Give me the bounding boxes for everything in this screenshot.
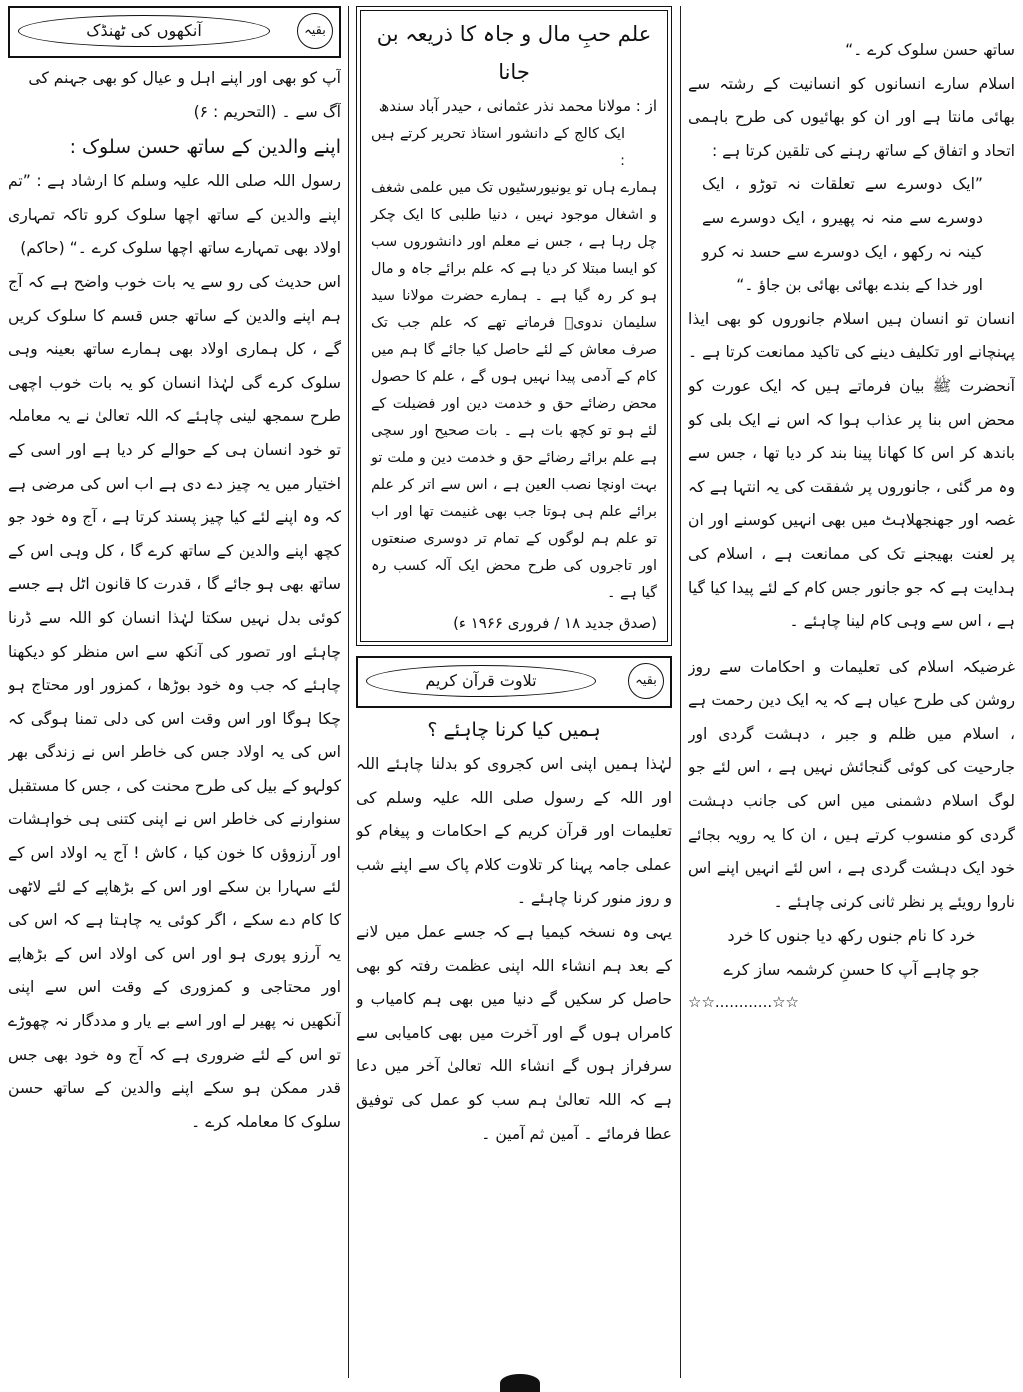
column-divider-right — [680, 6, 681, 1378]
middle-box-author: از : مولانا محمد نذر عثمانی ، حیدر آباد سندھ — [378, 97, 657, 115]
right-paragraph-1: اسلام سارے انسانوں کو انسانیت کے رشتہ سے بھائی مانتا ہے اور ان کو بھائیوں کی طرح باہمی اتحاد و اتفاق کے ساتھ رہنے کی تلقین کرتا ہے : — [688, 74, 1015, 160]
page-bottom-ornament — [500, 1374, 540, 1392]
left-column — [8, 0, 341, 1386]
left-intro-line-2: آگ سے ۔ (التحریم : ۶) — [193, 102, 341, 121]
middle-box-body — [371, 121, 657, 607]
left-intro-line-1: آپ کو بھی اور اپنے اہل و عیال کو بھی جہنم کی — [28, 69, 341, 87]
left-subheading: اپنے والدین کے ساتھ حسن سلوک : — [69, 136, 341, 159]
middle-column — [356, 0, 672, 1386]
right-column — [688, 0, 1015, 1386]
right-paragraph-3: غرضیکہ اسلام کی تعلیمات و احکامات سے روز روشن کی طرح عیاں ہے کہ یہ ایک دین رحمت ہے ، اسلام میں ظلم و جبر ، دہشت گردی اور جارحیت کی کوئی گنجائش نہیں ہے ، اس لئے جو لوگ اسلام دشمنی میں اس کی جانب دہشت گردی کو منسوب کرتے ہیں ، ان کا یہ رویہ بجائے خود ایک دہشت گردی ہے ، اس لئے انہیں اپنے اس ناروا رویئے پر نظر ثانی کرنی چاہئے ۔ — [688, 657, 1015, 911]
middle-paragraph-2: یہی وہ نسخہ کیمیا ہے کہ جسے عمل میں لانے کے بعد ہم انشاء اللہ اپنی عظمت رفتہ کو بھی حاصل کر سکیں گے دنیا میں بھی ہم کامیاب و کامراں ہوں گے اور آخرت میں بھی کامیابی سے سرفراز ہوں گے انشاء اللہ تعالیٰ آخر میں دعا ہے کہ اللہ تعالیٰ ہم سب کو عمل کی توفیق عطا فرمائے ۔ آمین ثم آمین ۔ — [356, 922, 672, 1143]
right-quote: ”ایک دوسرے سے تعلقات نہ توڑو ، ایک دوسرے سے منہ نہ پھیرو ، ایک دوسرے سے کینہ نہ رکھو ، ایک دوسرے سے حسد نہ کرو اور خدا کے بندے بھائی بھائی بن جاؤ ۔“ — [702, 175, 983, 295]
right-poetry-line-2: جو چاہے آپ کا حسنِ کرشمہ ساز کرے — [723, 960, 980, 980]
right-paragraph-2: انسان تو انسان ہیں اسلام جانوروں کو بھی ایذا پہنچانے اور تکلیف دینے کی تاکید ممانعت کرتا ہے ۔ آنحضرت ﷺ بیان فرماتے ہیں کہ ایک عورت کو محض اس بنا پر عذاب ہوا کہ اس نے ایک بلی کو باندھ کر اس کا کھانا پینا بند کر دیا تھا ، جس سے وہ مر گئی ، جانوروں پر شفقت کی یہ انتہا ہے کہ غصہ اور جھنجھلاہٹ میں بھی انہیں کوسنے اور ان پر لعنت بھیجنے تک کی ممانعت ہے ، اسلام کی ہدایت ہے کہ جو جانور جس کام کے لئے پیدا کیا گیا ہے ، اس سے وہی کام لینا چاہئے ۔ — [688, 309, 1015, 631]
middle-box-title: علم حبِ مال و جاہ کا ذریعہ بن جانا — [376, 22, 652, 84]
left-header-baqiya-badge: بقیہ — [297, 13, 333, 49]
middle-article-box — [356, 6, 672, 646]
left-header-title: آنکھوں کی ٹھنڈک — [18, 15, 270, 47]
middle-box-source: (صدق جدید ۱۸ / فروری ۱۹۶۶ ء) — [453, 614, 657, 632]
middle-header-box — [356, 656, 672, 708]
right-poetry-line-1: خرد کا نام جنوں رکھ دیا جنوں کا خرد — [727, 926, 976, 946]
left-paragraph-1: رسول اللہ صلی اللہ علیہ وسلم کا ارشاد ہے : ”تم اپنے والدین کے ساتھ اچھا سلوک کرو تاکہ تمہاری اولاد بھی تمہارے ساتھ اچھا سلوک کرے ۔“ (حاکم) — [8, 172, 341, 258]
middle-header-title: تلاوت قرآن کریم — [366, 665, 596, 697]
middle-paragraph-1: لہٰذا ہمیں اپنی اس کجروی کو بدلنا چاہئے اللہ اور اللہ کے رسول صلی اللہ علیہ وسلم کی تعلیمات اور قرآن کریم کے احکامات و پیغام کو عملی جامہ پہنا کر تلاوت کلام پاک سے اپنے شب و روز منور کرنا چاہئے ۔ — [356, 755, 672, 908]
left-paragraph-2: اس حدیث کی رو سے یہ بات خوب واضح ہے کہ آج ہم اپنے والدین کے ساتھ جس قسم کا سلوک کریں گے ، کل ہماری اولاد بھی ہمارے ساتھ بعینہ وہی سلوک کرے گی لہٰذا انسان کو یہ بات خوب اچھی طرح سمجھ لینی چاہئے کہ اللہ تعالیٰ نے یہ معاملہ تو خود انسان ہی کے حوالے کر دیا ہے اور اسی کے اختیار میں یہ چیز دے دی ہے اب اس کی مرضی ہے کہ وہ اپنے لئے کیا چیز پسند کرتا ہے ، آج وہ خود جو کچھ اپنے والدین کے ساتھ کرے گا ، کل وہی اس کے ساتھ بھی ہو جائے گا ، قدرت کا قانون اٹل ہے جسے کوئی بدل نہیں سکتا لہٰذا انسان کو اللہ سے ڈرنا چاہئے اور تصور کی آنکھ سے اس منظر کو دیکھنا چاہئے کہ جب وہ خود بوڑھا ، کمزور اور محتاج ہو چکا ہوگا اور اس وقت اس کی دلی تمنا ہوگی کہ اس کی یہ اولاد جس کی خاطر اس نے زندگی بھر کولہو کے بیل کی طرح محنت کی ، جس کا مستقبل سنوارنے کی خاطر اس نے اپنی کتنی ہی خواہشات اور آرزوؤں کا خون کیا ، کاش ! آج یہ اولاد اس کے لئے سہارا بن سکے اور اس کے بڑھاپے کے لئے لاٹھی کا کام دے سکے ، اگر کوئی یہ چاہتا ہے کہ اس کی یہ آرزو پوری ہو اور اس کی اولاد اس کے بڑھاپے اور محتاجی و کمزوری کے وقت اس سے اپنی آنکھیں نہ پھیر لے اور اسے بے یار و مددگار نہ چھوڑے تو اس کے لئے ضروری ہے کہ آج وہ خود بھی جس قدر ممکن ہو سکے اپنے والدین کے ساتھ حسن سلوک کا معاملہ کرے ۔ — [8, 272, 341, 1131]
middle-header-baqiya-badge: بقیہ — [628, 663, 664, 699]
middle-box-text: ہمارے ہاں تو یونیورسٹیوں تک میں علمی شغف و اشغال موجود نہیں ، دنیا طلبی کا ایک چکر چل رہا ہے ، جس نے معلم اور دانشوروں سب کو ایسا مبتلا کر دیا ہے کہ علم برائے جاہ و مال ہو کر رہ گیا ہے ۔ ہمارے حضرت مولانا سید سلیمان ندویؒ فرماتے تھے کہ علم جب تک صرف معاش کے لئے حاصل کیا جائے گا ہم میں کام کے آدمی پیدا نہیں ہوں گے ، علم کا حصول محض رضائے حق و خدمت دین اور فضیلت کے لئے ہو تو کچھ بات ہے ۔ بات صحیح اور سچی ہے علم برائے رضائے حق و خدمت دین و ملت تو بہت اونچا نصب العین ہے ، اس سے اتر کر علم برائے علم ہی ہوتا جب بھی غنیمت تھا اور اب تو علم ہم لوگوں کے تمام تر دوسری صنعتوں اور تاجروں کی طرح محض ایک آلہ کسب رہ گیا ہے ۔ — [371, 180, 657, 601]
left-header-box — [8, 6, 341, 58]
middle-box-intro: ایک کالج کے دانشور استاذ تحریر کرتے ہیں : — [371, 126, 625, 169]
middle-subheading: ہمیں کیا کرنا چاہئے ؟ — [427, 719, 601, 741]
right-opening-line: ساتھ حسن سلوک کرے ۔“ — [845, 41, 1015, 59]
column-divider-left — [348, 6, 349, 1378]
right-stars-divider: ☆☆............☆☆ — [688, 993, 800, 1012]
